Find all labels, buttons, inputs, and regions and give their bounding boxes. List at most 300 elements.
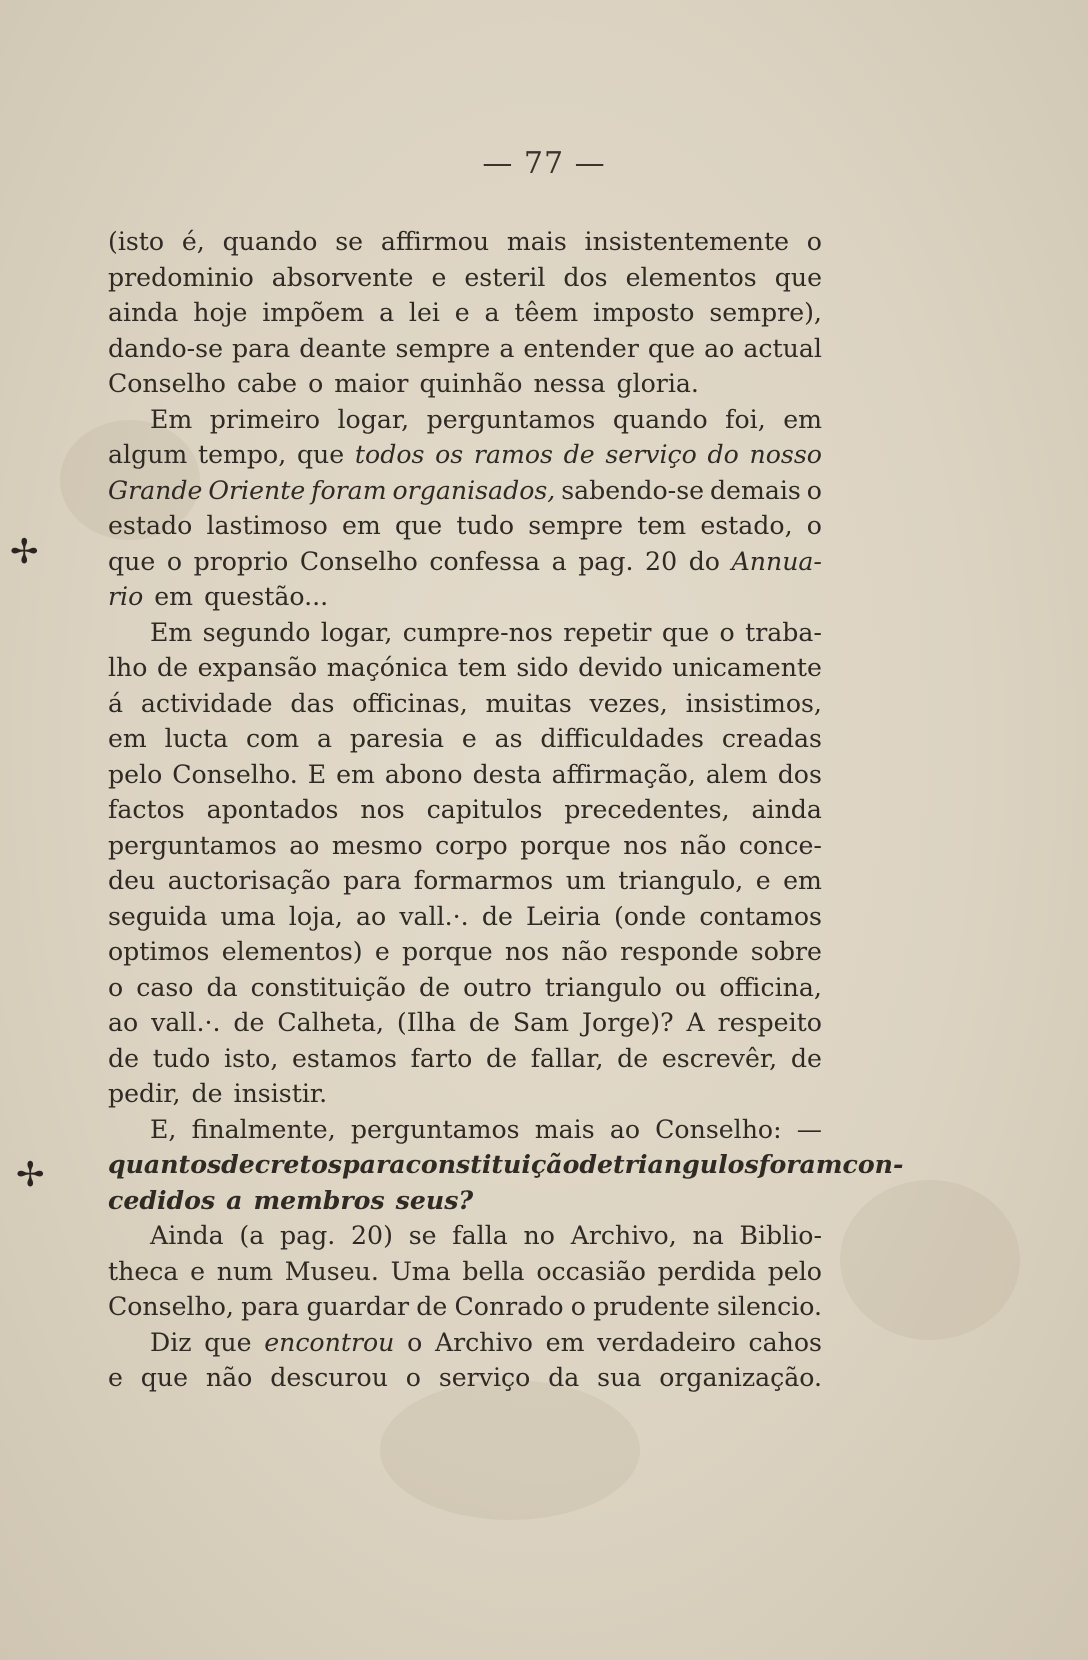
word: que	[661, 617, 710, 647]
word: Conselho	[108, 369, 226, 398]
word: o	[806, 227, 822, 256]
word: de	[481, 901, 513, 931]
word: Jorge)?	[581, 1008, 674, 1037]
word: num	[216, 1256, 274, 1286]
word: capitulos	[426, 795, 543, 824]
word: o	[405, 1363, 421, 1392]
word: pelo	[767, 1256, 822, 1286]
text-line	[108, 1147, 904, 1183]
word: em	[783, 404, 822, 434]
word: vall.·.	[399, 901, 469, 931]
word: segundo	[202, 617, 311, 647]
word: Archivo	[434, 1327, 533, 1357]
word: fallar,	[530, 1043, 604, 1073]
word: corpo	[435, 830, 508, 860]
word: pag.	[279, 1221, 336, 1250]
word: difficuldades	[540, 724, 704, 753]
text-line	[108, 331, 822, 367]
body-text	[108, 224, 904, 1396]
word: Museu.	[284, 1256, 379, 1286]
ink-mark-icon: ✢	[16, 1155, 45, 1195]
word: mais	[534, 1114, 595, 1144]
word: foram	[758, 1149, 843, 1179]
text-line	[108, 544, 822, 580]
word: que	[204, 1327, 252, 1357]
word: occasião	[536, 1256, 646, 1286]
word: Conselho,	[108, 1292, 234, 1321]
word: em	[336, 759, 375, 789]
text-line	[108, 295, 822, 331]
word: triangulo	[544, 972, 662, 1002]
paper-stain	[380, 1380, 640, 1520]
word: de	[617, 1043, 649, 1073]
word: outro	[463, 972, 532, 1002]
word: verdadeiro	[597, 1327, 736, 1357]
word: não	[680, 830, 727, 860]
word: da	[206, 972, 238, 1002]
word: nosso	[749, 440, 822, 469]
word: triangulo,	[618, 866, 744, 895]
word: do	[707, 440, 739, 469]
word: a	[499, 333, 515, 363]
word: membros	[253, 1184, 385, 1215]
word: sido	[516, 653, 569, 682]
word: todos	[354, 440, 425, 469]
text-line	[108, 260, 822, 296]
word: farto	[410, 1043, 473, 1073]
word: organisados,	[392, 475, 556, 505]
text-line	[108, 366, 822, 402]
word: ao	[108, 1008, 139, 1037]
word: A	[686, 1008, 705, 1037]
word: escrevêr,	[661, 1043, 778, 1073]
word: em	[341, 511, 381, 540]
word: a	[379, 298, 395, 327]
word: Uma	[390, 1256, 451, 1286]
word: perguntamos	[108, 830, 277, 860]
word: pag.	[578, 546, 634, 576]
word: maçónica	[326, 653, 449, 682]
word: estado,	[700, 511, 793, 540]
word: abono	[384, 759, 463, 789]
word: Conselho	[299, 546, 418, 576]
word: ao	[704, 333, 735, 363]
word: tem	[457, 653, 507, 682]
word: tudo	[152, 1043, 211, 1073]
word: o	[166, 546, 183, 576]
word: silencio.	[716, 1292, 822, 1321]
ink-mark-icon: ✢	[10, 532, 39, 572]
word: tem	[637, 511, 687, 540]
word: tudo	[456, 511, 515, 540]
word: Calheta,	[277, 1008, 384, 1037]
word: em	[545, 1327, 585, 1357]
word: hoje	[193, 298, 248, 327]
word: perdida	[657, 1256, 756, 1286]
text-line	[108, 1254, 822, 1290]
word: Annua-	[731, 546, 822, 576]
word: muitas	[485, 688, 572, 718]
word: quando	[612, 404, 708, 434]
word: cahos	[748, 1327, 822, 1357]
word: que	[296, 440, 345, 469]
word: cumpre-nos	[402, 617, 553, 647]
text-line	[108, 1112, 822, 1148]
word: Sam	[512, 1008, 570, 1037]
word: (onde	[613, 901, 687, 931]
word: entender	[523, 333, 639, 363]
word: para	[343, 866, 402, 895]
word: que	[140, 1363, 189, 1392]
word: vall.·.	[151, 1008, 221, 1037]
word: maior	[334, 369, 409, 398]
word: e	[374, 937, 390, 966]
word: insistentemente	[584, 227, 790, 256]
text-line	[108, 1005, 822, 1041]
word: Em	[150, 404, 193, 434]
text-line	[108, 1325, 822, 1361]
text-line	[108, 224, 822, 260]
word: no	[523, 1221, 555, 1250]
page-number: — 77 —	[482, 146, 606, 181]
word: e	[454, 298, 470, 327]
word: e	[190, 1256, 205, 1286]
word: o	[407, 1327, 423, 1357]
word: serviço	[438, 1363, 531, 1392]
word: decretos	[221, 1149, 343, 1179]
word: logar,	[320, 617, 393, 647]
word: theca	[108, 1256, 179, 1286]
word: na	[692, 1221, 724, 1250]
word: constituição	[250, 972, 406, 1002]
word: 20	[645, 546, 678, 576]
text-line	[108, 579, 822, 615]
text-line	[108, 402, 822, 438]
word: expansão	[197, 653, 318, 682]
word: cabe	[236, 369, 298, 398]
word: pelo	[108, 759, 163, 789]
word: contamos	[699, 901, 822, 931]
word: Ainda	[150, 1221, 224, 1250]
word: demais	[709, 475, 801, 505]
word: officinas,	[352, 688, 468, 718]
word: precedentes,	[564, 795, 730, 824]
word: quantos	[108, 1149, 222, 1179]
word: para	[342, 1149, 406, 1179]
word: porque	[520, 830, 611, 860]
text-line	[108, 1041, 822, 1077]
word: Conrado	[454, 1292, 564, 1321]
word: Diz	[150, 1327, 192, 1357]
word: (a	[239, 1221, 265, 1250]
word: e	[431, 262, 447, 292]
word: loja,	[288, 901, 343, 931]
word: alem	[705, 759, 768, 789]
word: rio	[108, 582, 144, 611]
word: E,	[150, 1114, 177, 1144]
word: insistimos,	[685, 688, 822, 718]
word: sempre),	[709, 298, 822, 327]
word: caso	[136, 972, 194, 1002]
word: mesmo	[331, 830, 423, 860]
text-line	[108, 792, 822, 828]
word: serviço	[605, 440, 697, 469]
word: actual	[743, 333, 822, 363]
word: elementos	[625, 262, 757, 292]
word: de	[416, 1292, 448, 1321]
text-line	[108, 828, 822, 864]
word: não	[205, 1363, 253, 1392]
word: dos	[563, 262, 608, 292]
word: o	[570, 1292, 586, 1321]
text-line	[108, 1289, 822, 1325]
text-line	[108, 1360, 822, 1396]
word: a	[226, 1184, 243, 1215]
word: lho	[108, 653, 148, 682]
word: se	[335, 227, 364, 256]
word: os	[435, 440, 464, 469]
word: sabendo-se	[561, 475, 705, 505]
word: que	[774, 262, 822, 292]
word: as	[494, 724, 523, 753]
word: em	[108, 724, 147, 753]
word: encontrou	[264, 1327, 395, 1357]
word: descurou	[270, 1363, 388, 1392]
word: quando	[222, 227, 318, 256]
word: impõem	[262, 298, 365, 327]
word: ou	[674, 972, 707, 1002]
word: foram	[311, 475, 387, 505]
word: prudente	[593, 1292, 710, 1321]
word: das	[290, 688, 335, 718]
word: E	[307, 759, 327, 789]
word: se	[408, 1221, 437, 1250]
word: sempre	[528, 511, 624, 540]
word: Conselho.	[172, 759, 298, 789]
text-line	[108, 615, 822, 651]
word: (isto	[108, 227, 165, 256]
word: o	[806, 511, 822, 540]
word: o	[308, 369, 324, 398]
word: devido	[578, 653, 663, 682]
word: um	[565, 866, 606, 895]
word: é,	[181, 227, 205, 256]
word: seguida	[108, 901, 208, 931]
word: predominio	[108, 262, 254, 292]
word: insistir.	[233, 1079, 328, 1108]
word: o	[806, 475, 822, 505]
word: paresia	[349, 724, 444, 753]
word: imposto	[593, 298, 695, 327]
word: traba-	[745, 617, 822, 647]
text-line	[108, 899, 822, 935]
word: confessa	[429, 546, 540, 576]
word: porque	[402, 937, 493, 966]
word: o	[108, 972, 124, 1002]
word: quinhão	[419, 369, 523, 398]
word: nos	[504, 937, 550, 966]
word: mais	[506, 227, 567, 256]
word: primeiro	[209, 404, 321, 434]
word: cedidos	[108, 1184, 216, 1215]
word: que	[647, 333, 696, 363]
word: ainda	[108, 298, 179, 327]
word: Em	[150, 617, 193, 647]
word: responde	[620, 937, 739, 966]
word: deante	[299, 333, 387, 363]
word: ao	[355, 901, 387, 931]
word: bella	[462, 1256, 525, 1286]
word: auctorisação	[167, 866, 331, 895]
word: deu	[108, 866, 156, 895]
word: ao	[289, 830, 320, 860]
word: e	[108, 1363, 123, 1392]
word: lastimoso	[206, 511, 328, 540]
word: falla	[452, 1221, 508, 1250]
word: estamos	[292, 1043, 397, 1073]
word: perguntamos	[426, 404, 596, 434]
word: ramos	[473, 440, 553, 469]
text-line	[108, 757, 822, 793]
text-line	[108, 1183, 822, 1219]
word: Grande	[108, 475, 203, 505]
word: ao	[609, 1114, 640, 1144]
word: de	[486, 1043, 518, 1073]
word: constituição	[405, 1149, 580, 1179]
word: proprio	[193, 546, 289, 576]
word: affirmação,	[551, 759, 696, 789]
word: lei	[408, 298, 440, 327]
word: dos	[777, 759, 822, 789]
word: de	[233, 1008, 265, 1037]
word: não	[561, 937, 608, 966]
word: desta	[472, 759, 542, 789]
word: de	[468, 1008, 500, 1037]
word: triangulos	[613, 1149, 759, 1179]
word: (Ilha	[396, 1008, 456, 1037]
word: questão...	[204, 582, 329, 611]
word: nessa	[533, 369, 606, 398]
text-line	[108, 970, 822, 1006]
word: Archivo,	[570, 1221, 677, 1250]
word: —	[796, 1114, 822, 1144]
word: organização.	[659, 1363, 822, 1392]
word: para	[232, 333, 291, 363]
word: sobre	[750, 937, 822, 966]
word: esteril	[464, 262, 546, 292]
word: a	[551, 546, 567, 576]
word: que	[394, 511, 443, 540]
word: ainda	[751, 795, 822, 824]
word: dando-se	[108, 333, 223, 363]
word: tempo,	[198, 440, 287, 469]
text-line	[108, 437, 822, 473]
word: repetir	[563, 617, 652, 647]
word: gloria.	[616, 369, 699, 398]
text-line	[108, 508, 822, 544]
word: lucta	[164, 724, 229, 753]
word: vezes,	[589, 688, 668, 718]
word: nos	[623, 830, 668, 860]
word: estado	[108, 511, 193, 540]
word: sua	[597, 1363, 642, 1392]
paper-stain	[840, 1180, 1020, 1340]
word: e	[755, 866, 771, 895]
word: sempre	[395, 333, 491, 363]
word: á	[108, 688, 124, 718]
word: factos	[108, 795, 185, 824]
word: de	[579, 1149, 614, 1179]
text-line	[108, 650, 822, 686]
word: em	[154, 582, 194, 611]
word: têem	[514, 298, 579, 327]
text-line	[108, 473, 822, 509]
word: de	[157, 653, 189, 682]
word: Conselho:	[655, 1114, 782, 1144]
word: isto,	[224, 1043, 279, 1073]
word: guardar	[306, 1292, 410, 1321]
word: de	[191, 1079, 223, 1108]
word: de	[563, 440, 595, 469]
word: de	[790, 1043, 822, 1073]
word: para	[241, 1292, 300, 1321]
word: do	[688, 546, 720, 576]
word: perguntamos	[350, 1114, 520, 1144]
word: finalmente,	[191, 1114, 336, 1144]
word: nos	[360, 795, 405, 824]
word: Biblio-	[739, 1221, 822, 1250]
word: optimos	[108, 937, 210, 966]
word: absorvente	[271, 262, 414, 292]
word: da	[548, 1363, 580, 1392]
word: o	[719, 617, 735, 647]
word: formarmos	[413, 866, 554, 895]
word: officina,	[719, 972, 822, 1002]
word: unicamente	[672, 653, 822, 682]
word: elementos)	[221, 937, 363, 966]
word: foi,	[725, 404, 766, 434]
text-line	[108, 934, 822, 970]
text-line	[108, 686, 822, 722]
word: logar,	[337, 404, 410, 434]
word: e	[461, 724, 477, 753]
word: uma	[220, 901, 276, 931]
word: con-	[842, 1149, 904, 1179]
text-line	[108, 721, 822, 757]
word: creadas	[721, 724, 822, 753]
word: de	[108, 1043, 140, 1073]
word: seus?	[395, 1184, 474, 1215]
word: com	[246, 724, 300, 753]
word: affirmou	[380, 227, 490, 256]
text-line	[108, 1076, 822, 1112]
word: conce-	[738, 830, 822, 860]
text-line	[108, 863, 822, 899]
word: em	[783, 866, 822, 895]
word: a	[317, 724, 333, 753]
word: que	[108, 546, 156, 576]
word: 20)	[351, 1221, 393, 1250]
word: Oriente	[208, 475, 306, 505]
word: pedir,	[108, 1079, 181, 1108]
word: respeito	[717, 1008, 822, 1037]
word: algum	[108, 440, 188, 469]
word: actividade	[140, 688, 273, 718]
word: de	[419, 972, 451, 1002]
word: Leiria	[526, 901, 601, 931]
text-line	[108, 1218, 822, 1254]
word: apontados	[206, 795, 339, 824]
